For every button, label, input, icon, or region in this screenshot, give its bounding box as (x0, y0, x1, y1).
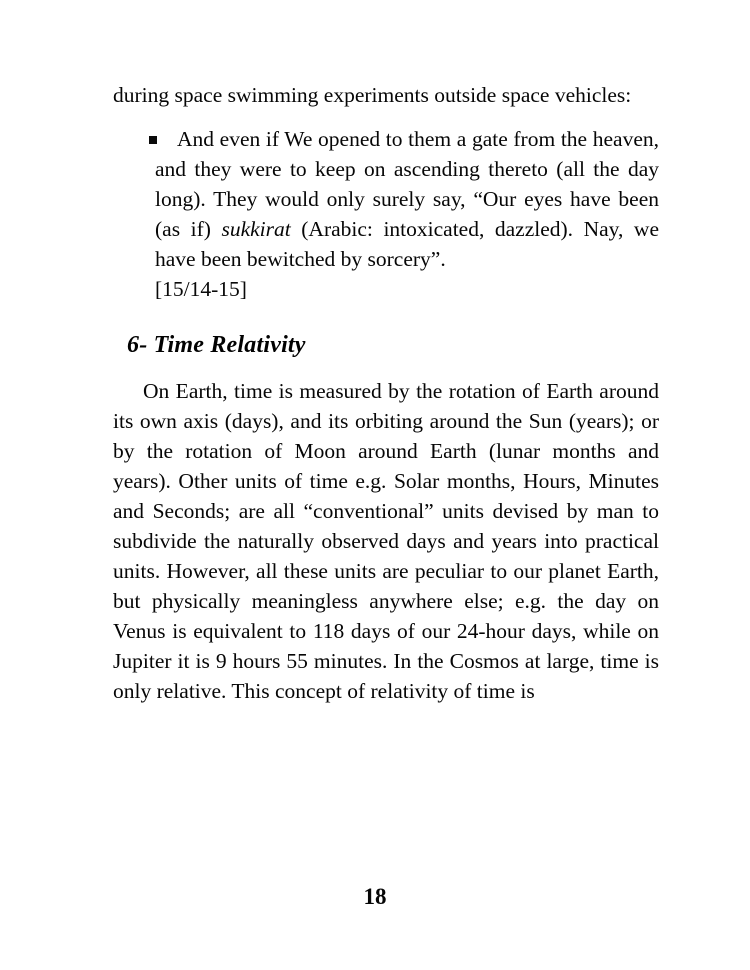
section-heading: 6- Time Relativity (127, 332, 306, 358)
square-bullet-icon (149, 136, 157, 144)
quotation-italic-term: sukkirat (221, 217, 291, 241)
quotation-citation: [15/14-15] (155, 277, 247, 301)
page-number: 18 (363, 884, 387, 909)
quotation-text (155, 124, 659, 274)
quotation-block (113, 124, 659, 304)
quotation-text-part1: And even if We opened to them a gate from the heaven, and they were to keep on ascending thereto (all the day long). They would only surely say, “Our eyes have been (as if) (155, 127, 659, 241)
quotation-text-part2: (Arabic: intoxicated, dazzled). Nay, we have been bewitched by sorcery”. (155, 217, 659, 271)
page-content (113, 80, 659, 706)
intro-paragraph: during space swimming experiments outside space vehicles: (113, 83, 632, 107)
section-paragraph: On Earth, time is measured by the rotation of Earth around its own axis (days), and its orbiting around the Sun (years); or by the rotation of Moon around Earth (lunar months and years). Other units of time e.g. Solar months, Hours, Minutes and Seconds; are all “conventional” units devised by man to subdivide the naturally observed days and years into practical units. However, all these units are peculiar to our planet Earth, but physically meaningless anywhere else; e.g. the day on Venus is equivalent to 118 days of our 24-hour days, while on Jupiter it is 9 hours 55 minutes. In the Cosmos at large, time is only relative. This concept of relativity of time is (113, 379, 659, 703)
